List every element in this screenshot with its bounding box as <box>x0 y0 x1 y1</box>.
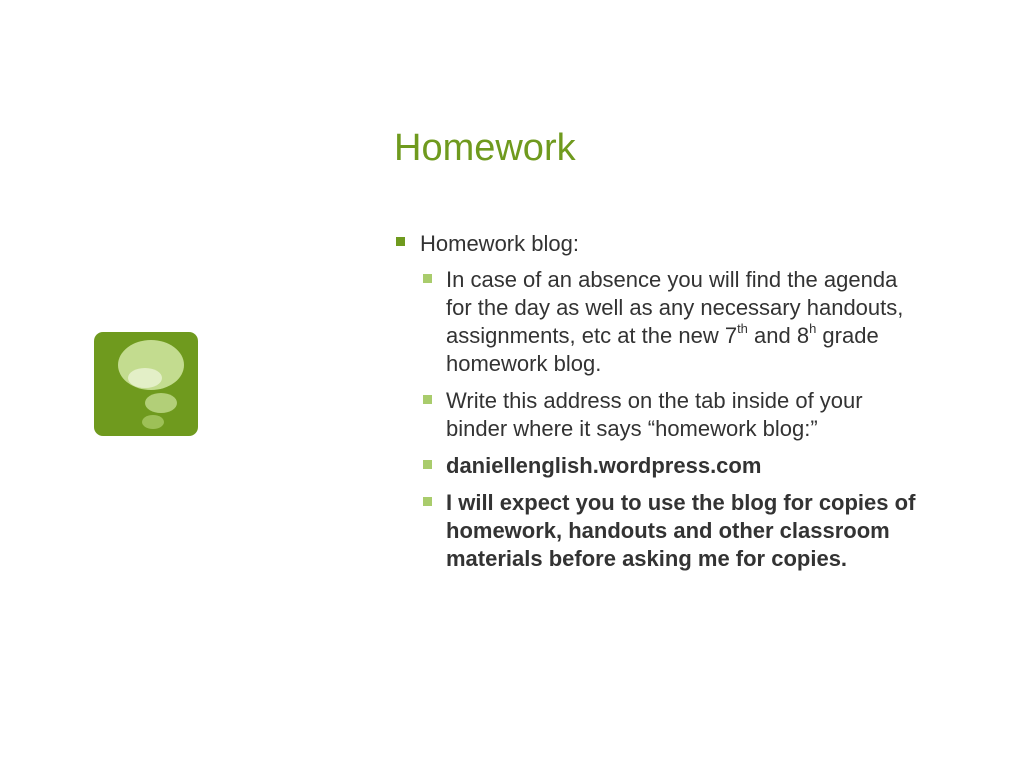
sub-bullet-marker <box>423 274 432 283</box>
sub-bullet-marker <box>423 497 432 506</box>
bullet-marker <box>396 237 405 246</box>
sub-bullet-absence <box>396 266 926 378</box>
slide-title: Homework <box>394 127 576 169</box>
sub-bullet-text: Write this address on the tab inside of your binder where it says “homework blog:” <box>446 388 863 441</box>
sub-bullet-text-b: and 8 <box>747 323 810 348</box>
sub-bullet-text-a: In case of an absence you will find the agenda for the day as well as any necessary handouts, assignments, etc at the new 7 <box>446 267 904 348</box>
sub-bullet-text-c: grade homework blog. <box>446 323 879 376</box>
sub-bullet-marker <box>423 395 432 404</box>
thought-bubble-icon <box>94 332 198 436</box>
sub-bullet-write-address <box>396 387 926 443</box>
sub-bullet-expectation <box>396 489 926 573</box>
bullet-homework-blog <box>396 230 936 258</box>
sub-bullet-marker <box>423 460 432 469</box>
bullet-list <box>396 230 936 582</box>
blog-address-text: daniellenglish.wordpress.com <box>446 453 762 478</box>
sub-bullet-text: I will expect you to use the blog for copies of homework, handouts and other classroom materials before asking me for copies. <box>446 490 916 571</box>
superscript-h: h <box>809 320 817 336</box>
sub-bullet-list <box>396 266 936 573</box>
sub-bullet-blog-address <box>396 452 926 480</box>
bullet-text: Homework blog: <box>420 231 579 256</box>
superscript-th: th <box>737 320 748 336</box>
